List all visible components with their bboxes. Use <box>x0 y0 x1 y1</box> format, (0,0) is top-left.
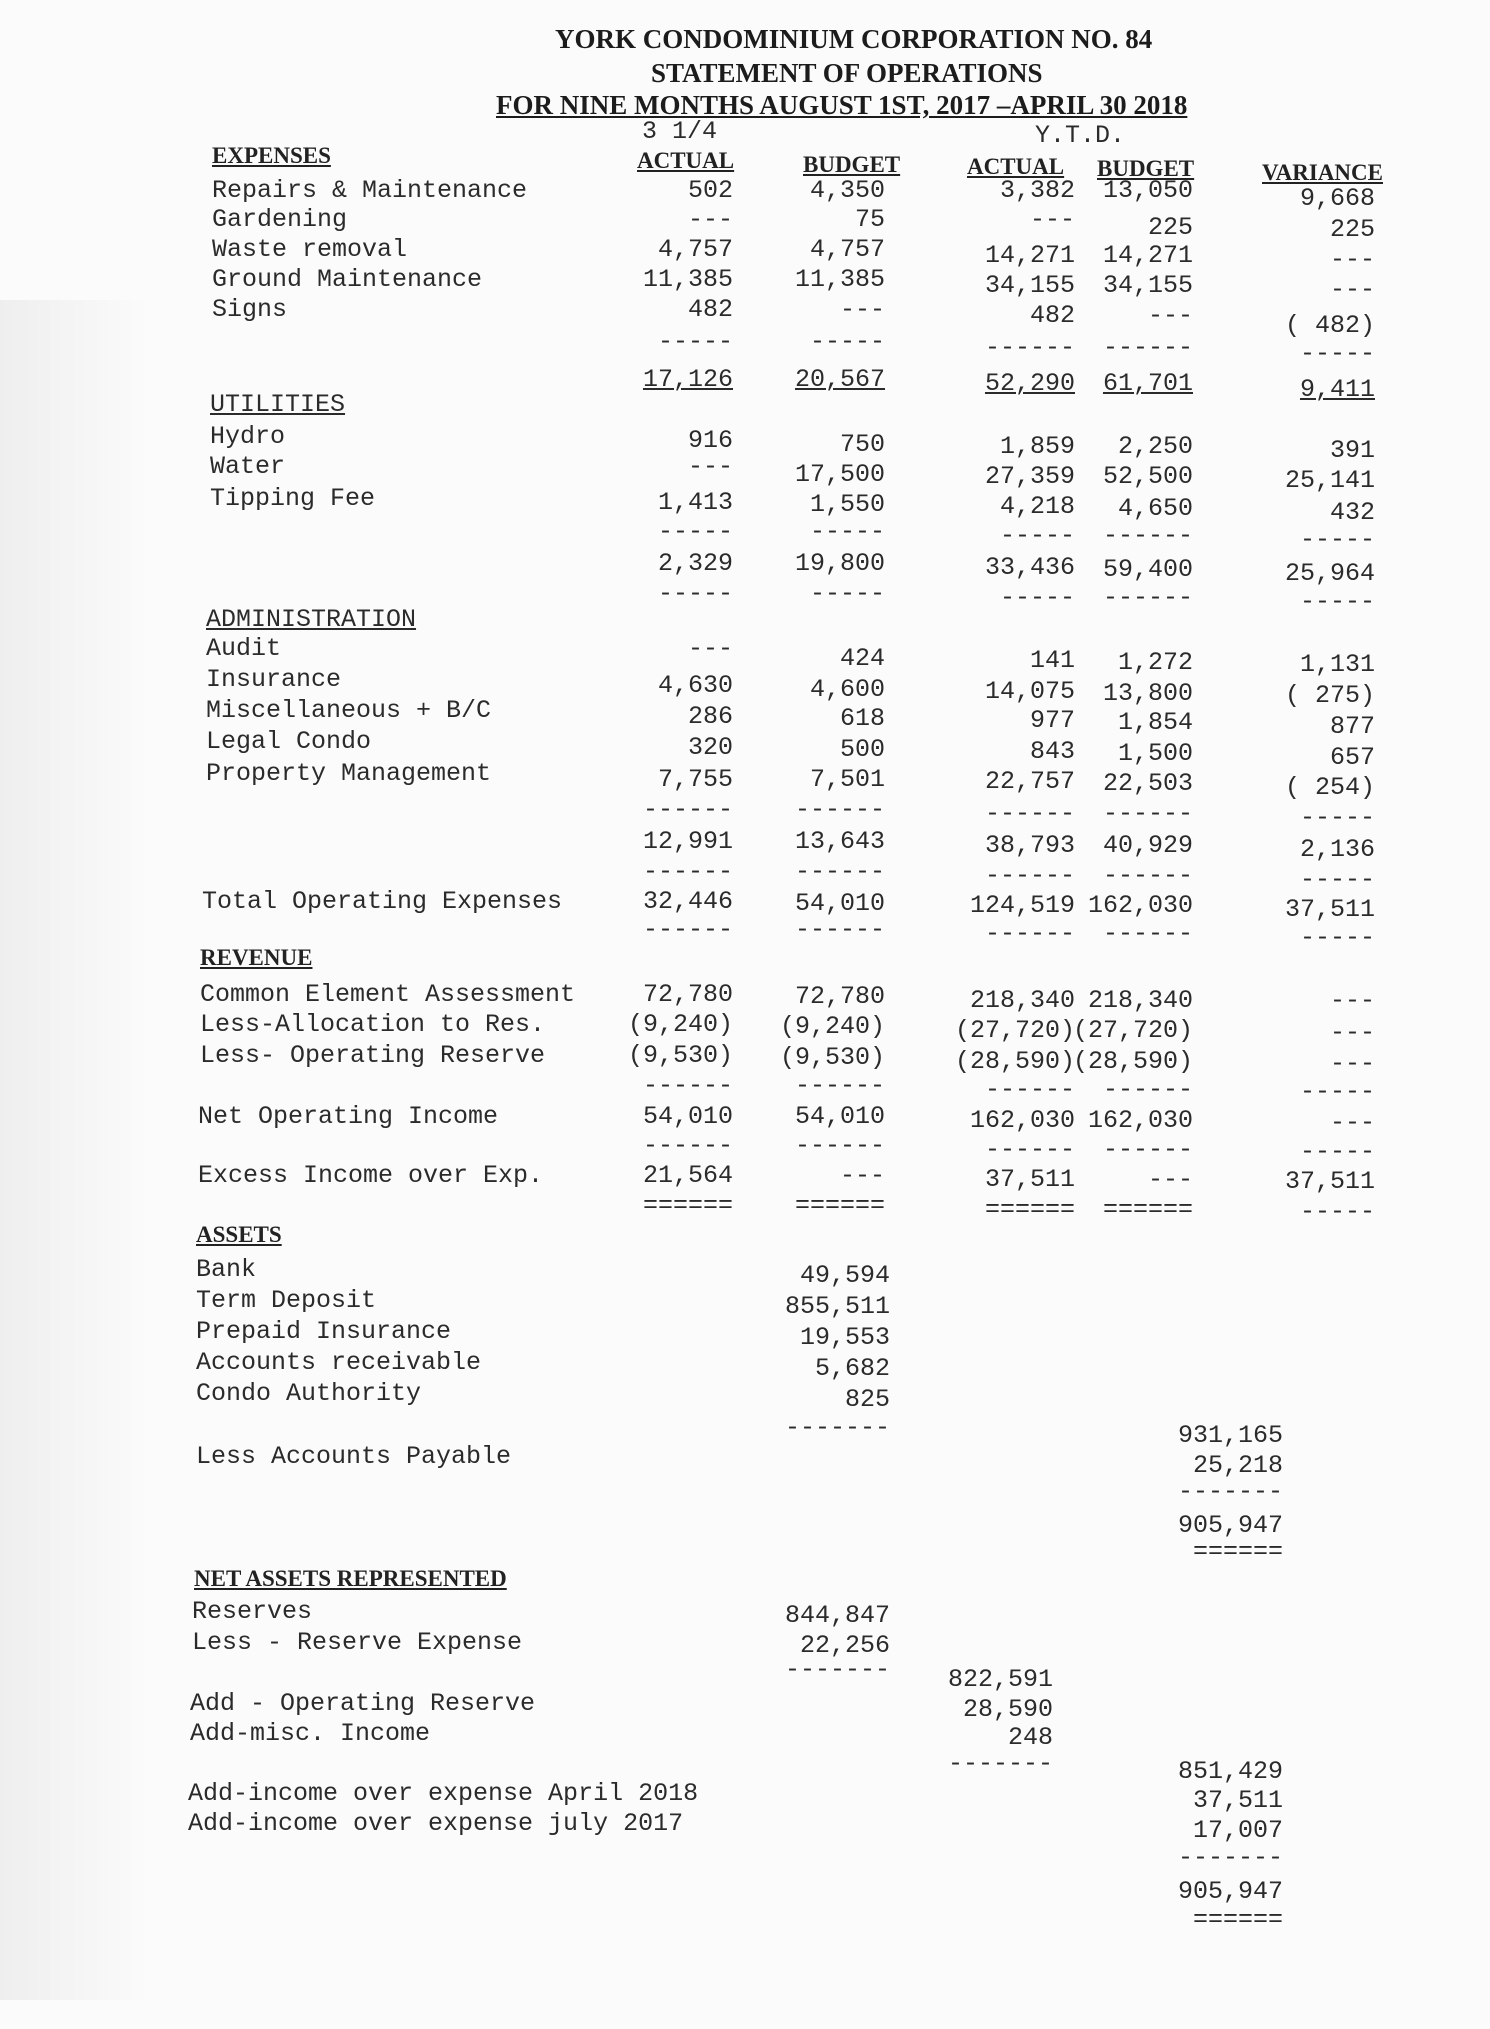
table-row <box>0 234 1490 274</box>
actual-cell: 54,010 <box>642 1102 733 1131</box>
double-rule: ====== <box>1102 1195 1193 1224</box>
table-row <box>0 294 1490 340</box>
reserve-expense-label: Less - Reserve Expense <box>192 1628 523 1657</box>
table-row <box>0 1040 1490 1078</box>
variance-cell: 9,668 <box>1299 184 1375 213</box>
ytd-actual-cell: 977 <box>1029 706 1075 735</box>
separator: ------ <box>1102 521 1193 550</box>
separator: ------- <box>947 1749 1053 1778</box>
row-label: Term Deposit <box>196 1286 377 1315</box>
net-operating-row <box>0 1101 1490 1137</box>
reserves-value: 844,847 <box>784 1601 890 1630</box>
table-row <box>0 451 1490 495</box>
row-label: Less- Operating Reserve <box>200 1041 546 1070</box>
separator: ----- <box>1299 865 1375 894</box>
table-row <box>0 695 1490 741</box>
row-label: Tipping Fee <box>210 484 376 513</box>
separator-row <box>0 1070 1490 1106</box>
variance-cell: --- <box>1329 245 1375 274</box>
asset-value: 49,594 <box>799 1261 890 1290</box>
asset-row <box>0 1378 1490 1414</box>
separator: ------ <box>642 1071 733 1100</box>
budget-total: 20,567 <box>794 365 885 394</box>
ytd-header: Y.T.D. <box>1035 121 1126 150</box>
administration-heading: ADMINISTRATION <box>206 605 417 634</box>
actual-cell: 11,385 <box>642 265 733 294</box>
row-label: Less-Allocation to Res. <box>200 1010 546 1039</box>
budget-cell: 7,501 <box>809 765 885 794</box>
separator: ------ <box>642 915 733 944</box>
variance-cell: 657 <box>1329 743 1375 772</box>
ytd-actual-total: 52,290 <box>984 369 1075 398</box>
misc-income-label: Add-misc. Income <box>190 1719 431 1748</box>
ytd-actual-cell: --- <box>1029 205 1075 234</box>
reserve-expense-value: 22,256 <box>799 1631 890 1660</box>
separator-row <box>0 856 1490 894</box>
expenses-heading: EXPENSES <box>212 143 331 168</box>
table-row <box>0 979 1490 1015</box>
budget-cell: 54,010 <box>794 889 885 918</box>
variance-header: VARIANCE <box>1262 160 1383 185</box>
variance-total: 2,136 <box>1299 835 1375 864</box>
ytd-actual-cell: 141 <box>1029 646 1075 675</box>
ytd-actual-cell: (28,590) <box>954 1047 1075 1076</box>
separator: ------- <box>1177 1843 1283 1872</box>
actual-cell: 1,413 <box>657 488 733 517</box>
separator: ------ <box>794 1131 885 1160</box>
table-row <box>0 758 1490 802</box>
separator-row <box>0 794 1490 832</box>
variance-cell: --- <box>1329 1018 1375 1047</box>
separator: ----- <box>809 579 885 608</box>
net-assets-value: 905,947 <box>1177 1511 1283 1540</box>
separator: ------ <box>984 333 1075 362</box>
separator: ------ <box>642 857 733 886</box>
variance-cell: 391 <box>1329 436 1375 465</box>
ytd-budget-cell: 2,250 <box>1117 432 1193 461</box>
budget-cell: (9,530) <box>779 1043 885 1072</box>
separator: ------ <box>642 795 733 824</box>
actual-cell: 482 <box>687 295 733 324</box>
row-label: Ground Maintenance <box>212 265 483 294</box>
separator: ------- <box>784 1655 890 1684</box>
actual-cell: --- <box>687 205 733 234</box>
ytd-actual-cell: 14,271 <box>984 241 1075 270</box>
table-row <box>0 726 1490 772</box>
ytd-budget-cell: 218,340 <box>1087 986 1193 1015</box>
assets-subtotal: 931,165 <box>1177 1421 1283 1450</box>
separator: ------ <box>984 799 1075 828</box>
row-label: Legal Condo <box>206 727 372 756</box>
misc-income-value: 248 <box>1007 1723 1053 1752</box>
ytd-actual-cell: 14,075 <box>984 677 1075 706</box>
ytd-actual-cell: (27,720) <box>954 1016 1075 1045</box>
budget-cell: (9,240) <box>779 1012 885 1041</box>
ytd-budget-cell: 4,650 <box>1117 494 1193 523</box>
separator: ------ <box>794 1071 885 1100</box>
ytd-budget-cell: 225 <box>1147 213 1193 242</box>
ytd-budget-cell: 22,503 <box>1102 769 1193 798</box>
separator-row <box>0 326 1490 368</box>
actual-cell: 4,630 <box>657 671 733 700</box>
less-payable-value: 25,218 <box>1192 1451 1283 1480</box>
subtotal-row <box>0 548 1490 588</box>
separator: ------ <box>794 857 885 886</box>
ytd-actual-cell: 4,218 <box>999 492 1075 521</box>
income-july-value: 17,007 <box>1192 1816 1283 1845</box>
title-line-2: STATEMENT OF OPERATIONS <box>651 58 1043 88</box>
separator: ----- <box>657 327 733 356</box>
separator: ------ <box>1102 1075 1193 1104</box>
separator: ------- <box>1177 1477 1283 1506</box>
income-july-label: Add-income over expense july 2017 <box>188 1809 684 1838</box>
separator: ------ <box>1102 799 1193 828</box>
quarter-header: 3 1/4 <box>642 117 718 146</box>
variance-cell: 37,511 <box>1284 895 1375 924</box>
separator: ----- <box>1299 587 1375 616</box>
actual-cell: (9,240) <box>627 1010 733 1039</box>
ytd-actual-cell: 162,030 <box>969 1106 1075 1135</box>
double-rule: ====== <box>1192 1905 1283 1934</box>
table-row <box>0 175 1490 213</box>
budget-cell: 424 <box>839 644 885 673</box>
revenue-heading: REVENUE <box>200 945 313 970</box>
separator: ----- <box>999 583 1075 612</box>
variance-total: 25,964 <box>1284 559 1375 588</box>
separator: ----- <box>1299 923 1375 952</box>
income-april-label: Add-income over expense April 2018 <box>188 1779 699 1808</box>
ytd-budget-total: 59,400 <box>1102 555 1193 584</box>
ytd-actual-cell: 37,511 <box>984 1165 1075 1194</box>
ytd-budget-total: 61,701 <box>1102 369 1193 398</box>
table-row <box>0 421 1490 465</box>
ytd-budget-cell: (28,590) <box>1072 1047 1193 1076</box>
reserves-label: Reserves <box>192 1597 313 1626</box>
ytd-budget-header: BUDGET <box>1097 156 1195 181</box>
row-label: Net Operating Income <box>198 1102 499 1131</box>
budget-cell: 75 <box>854 205 885 234</box>
separator: ------ <box>1102 919 1193 948</box>
ytd-budget-cell: 1,272 <box>1117 648 1193 677</box>
table-row <box>0 483 1490 527</box>
ytd-budget-cell: 1,854 <box>1117 708 1193 737</box>
variance-cell: 225 <box>1329 215 1375 244</box>
asset-value: 19,553 <box>799 1323 890 1352</box>
double-rule: ====== <box>1192 1537 1283 1566</box>
separator: ----- <box>657 579 733 608</box>
ytd-actual-header: ACTUAL <box>967 154 1065 179</box>
separator: ----- <box>809 517 885 546</box>
variance-cell: --- <box>1329 275 1375 304</box>
separator: ------ <box>794 915 885 944</box>
row-label: Total Operating Expenses <box>202 887 563 916</box>
budget-cell: --- <box>839 1161 885 1190</box>
row-label: Signs <box>212 295 288 324</box>
variance-cell: --- <box>1329 1049 1375 1078</box>
reserve-net-value: 822,591 <box>947 1665 1053 1694</box>
ytd-budget-cell: --- <box>1147 301 1193 330</box>
row-label: Prepaid Insurance <box>196 1317 452 1346</box>
operating-reserve-label: Add - Operating Reserve <box>190 1689 536 1718</box>
budget-cell: 17,500 <box>794 460 885 489</box>
budget-cell: --- <box>839 295 885 324</box>
ytd-actual-cell: 843 <box>1029 737 1075 766</box>
row-label: Waste removal <box>212 235 408 264</box>
separator: ----- <box>1299 803 1375 832</box>
budget-cell: 750 <box>839 430 885 459</box>
row-label: Accounts receivable <box>196 1348 482 1377</box>
ytd-budget-total: 40,929 <box>1102 831 1193 860</box>
separator: ------ <box>1102 333 1193 362</box>
separator: ------ <box>984 861 1075 890</box>
budget-cell: 500 <box>839 735 885 764</box>
assets-heading: ASSETS <box>196 1222 282 1247</box>
budget-cell: 54,010 <box>794 1102 885 1131</box>
budget-cell: 72,780 <box>794 982 885 1011</box>
variance-cell: 1,131 <box>1299 650 1375 679</box>
actual-total: 17,126 <box>642 365 733 394</box>
actual-total: 2,329 <box>657 549 733 578</box>
ytd-budget-cell: 34,155 <box>1102 271 1193 300</box>
net-assets-total: 905,947 <box>1177 1877 1283 1906</box>
variance-cell: ( 482) <box>1284 311 1375 340</box>
separator: ------ <box>642 1131 733 1160</box>
separator: ------ <box>984 1075 1075 1104</box>
ytd-actual-cell: 482 <box>1029 301 1075 330</box>
table-row <box>0 264 1490 304</box>
separator: ----- <box>809 327 885 356</box>
separator: ----- <box>999 521 1075 550</box>
separator: ----- <box>657 517 733 546</box>
variance-cell: 37,511 <box>1284 1167 1375 1196</box>
separator: ----- <box>1299 339 1375 368</box>
separator: ------ <box>1102 861 1193 890</box>
ytd-actual-total: 38,793 <box>984 831 1075 860</box>
title-line-1: YORK CONDOMINIUM CORPORATION NO. 84 <box>555 24 1153 54</box>
separator-row <box>0 516 1490 554</box>
asset-value: 5,682 <box>814 1354 890 1383</box>
double-rule: ====== <box>984 1195 1075 1224</box>
separator-row <box>0 1130 1490 1166</box>
separator: ------ <box>984 919 1075 948</box>
separator-row <box>0 914 1490 952</box>
actual-cell: 286 <box>687 702 733 731</box>
budget-cell: 4,600 <box>809 675 885 704</box>
variance-cell: --- <box>1329 1108 1375 1137</box>
actual-cell: 916 <box>687 426 733 455</box>
less-payable-label: Less Accounts Payable <box>196 1442 512 1471</box>
ytd-budget-cell: --- <box>1147 1165 1193 1194</box>
table-row <box>0 204 1490 244</box>
ytd-budget-cell: 13,050 <box>1102 176 1193 205</box>
budget-cell: 1,550 <box>809 490 885 519</box>
separator: ------- <box>784 1413 890 1442</box>
actual-cell: 32,446 <box>642 887 733 916</box>
ytd-budget-cell: 14,271 <box>1102 241 1193 270</box>
actual-header: ACTUAL <box>637 148 735 173</box>
double-rule: ====== <box>642 1191 733 1220</box>
actual-cell: (9,530) <box>627 1041 733 1070</box>
net-assets-subtotal: 851,429 <box>1177 1757 1283 1786</box>
row-label: Common Element Assessment <box>200 980 576 1009</box>
actual-cell: --- <box>687 452 733 481</box>
actual-cell: 7,755 <box>657 765 733 794</box>
separator: ----- <box>1299 1137 1375 1166</box>
subtotal-row <box>0 826 1490 864</box>
ytd-budget-cell: 162,030 <box>1087 1106 1193 1135</box>
budget-cell: 618 <box>839 704 885 733</box>
row-label: Insurance <box>206 665 342 694</box>
asset-row <box>0 1316 1490 1352</box>
double-rule: ====== <box>794 1191 885 1220</box>
row-label: Condo Authority <box>196 1379 422 1408</box>
ytd-actual-cell: 34,155 <box>984 271 1075 300</box>
separator: ------ <box>1102 1135 1193 1164</box>
row-label: Hydro <box>210 422 286 451</box>
ytd-budget-cell: 52,500 <box>1102 462 1193 491</box>
excess-income-row <box>0 1160 1490 1196</box>
asset-row <box>0 1285 1490 1321</box>
ytd-actual-cell: 1,859 <box>999 432 1075 461</box>
ytd-budget-cell: 13,800 <box>1102 679 1193 708</box>
ytd-actual-cell: 218,340 <box>969 986 1075 1015</box>
separator: ----- <box>1299 525 1375 554</box>
title-line-3: FOR NINE MONTHS AUGUST 1ST, 2017 –APRIL 30 2018 <box>496 90 1188 120</box>
table-row <box>0 1009 1490 1047</box>
asset-value: 825 <box>844 1385 890 1414</box>
ytd-budget-cell: 162,030 <box>1087 891 1193 920</box>
asset-value: 855,511 <box>784 1292 890 1321</box>
double-rule-row <box>0 1190 1490 1226</box>
actual-cell: 21,564 <box>642 1161 733 1190</box>
table-row <box>0 633 1490 679</box>
budget-total: 13,643 <box>794 827 885 856</box>
row-label: Water <box>210 452 286 481</box>
double-rule: ----- <box>1299 1197 1375 1226</box>
asset-row <box>0 1254 1490 1290</box>
row-label: Miscellaneous + B/C <box>206 696 492 725</box>
utilities-heading: UTILITIES <box>210 390 346 419</box>
actual-cell: 4,757 <box>657 235 733 264</box>
budget-cell: 4,350 <box>809 176 885 205</box>
separator: ------ <box>1102 583 1193 612</box>
actual-cell: 72,780 <box>642 980 733 1009</box>
budget-cell: 4,757 <box>809 235 885 264</box>
operating-reserve-value: 28,590 <box>962 1695 1053 1724</box>
variance-cell: 877 <box>1329 712 1375 741</box>
row-label: Excess Income over Exp. <box>198 1161 544 1190</box>
variance-total: 9,411 <box>1299 375 1375 404</box>
actual-cell: 320 <box>687 733 733 762</box>
budget-cell: 11,385 <box>794 265 885 294</box>
ytd-budget-cell: 1,500 <box>1117 739 1193 768</box>
ytd-actual-total: 33,436 <box>984 553 1075 582</box>
variance-cell: ( 275) <box>1284 681 1375 710</box>
ytd-actual-cell: 124,519 <box>969 891 1075 920</box>
net-assets-heading: NET ASSETS REPRESENTED <box>194 1566 507 1591</box>
table-row <box>0 664 1490 710</box>
separator: ----- <box>1299 1077 1375 1106</box>
row-label: Gardening <box>212 205 348 234</box>
actual-cell: --- <box>687 634 733 663</box>
row-label: Property Management <box>206 759 492 788</box>
separator: ------ <box>984 1135 1075 1164</box>
variance-cell: 25,141 <box>1284 466 1375 495</box>
ytd-actual-cell: 27,359 <box>984 462 1075 491</box>
actual-cell: 502 <box>687 176 733 205</box>
budget-total: 19,800 <box>794 549 885 578</box>
ytd-actual-cell: 3,382 <box>999 176 1075 205</box>
variance-cell: ( 254) <box>1284 773 1375 802</box>
row-label: Audit <box>206 634 282 663</box>
income-april-value: 37,511 <box>1192 1786 1283 1815</box>
ytd-budget-cell: (27,720) <box>1072 1016 1193 1045</box>
variance-cell: --- <box>1329 986 1375 1015</box>
ytd-actual-cell: 22,757 <box>984 767 1075 796</box>
row-label: Bank <box>196 1255 257 1284</box>
asset-row <box>0 1347 1490 1383</box>
row-label: Repairs & Maintenance <box>212 176 528 205</box>
separator: ------ <box>794 795 885 824</box>
actual-total: 12,991 <box>642 827 733 856</box>
budget-header: BUDGET <box>803 152 901 177</box>
variance-cell: 432 <box>1329 498 1375 527</box>
